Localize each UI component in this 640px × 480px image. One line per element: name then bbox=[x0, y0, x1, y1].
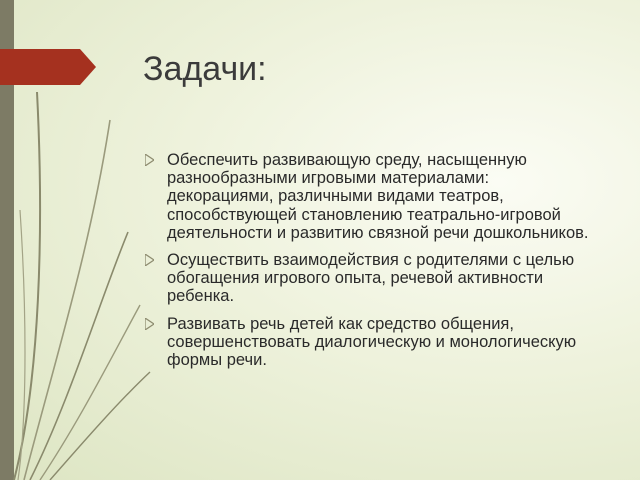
red-arrow-icon bbox=[0, 49, 96, 85]
bullet-text: Развивать речь детей как средство общения, совершенствовать диалогическую и монологическую формы речи. bbox=[167, 314, 577, 370]
bullet-item bbox=[145, 151, 590, 242]
bullet-text: Обеспечить развивающую среду, насыщенную разнообразными игровыми материалами: декорациями, различными видами театров, способствующей становлению театрально-игровой деятельности и развитию связной речи дошкольников. bbox=[167, 151, 589, 242]
bullet-item bbox=[145, 315, 590, 370]
triangle-bullet-icon bbox=[145, 154, 154, 166]
slide-title: Задачи: bbox=[143, 50, 267, 88]
triangle-bullet-icon bbox=[145, 254, 154, 266]
bullet-list bbox=[145, 151, 590, 378]
bullet-text: Осуществить взаимодействия с родителями с целью обогащения игрового опыта, речевой активности ребенка. bbox=[167, 251, 575, 306]
triangle-bullet-icon bbox=[145, 318, 154, 330]
bullet-item bbox=[145, 251, 590, 306]
